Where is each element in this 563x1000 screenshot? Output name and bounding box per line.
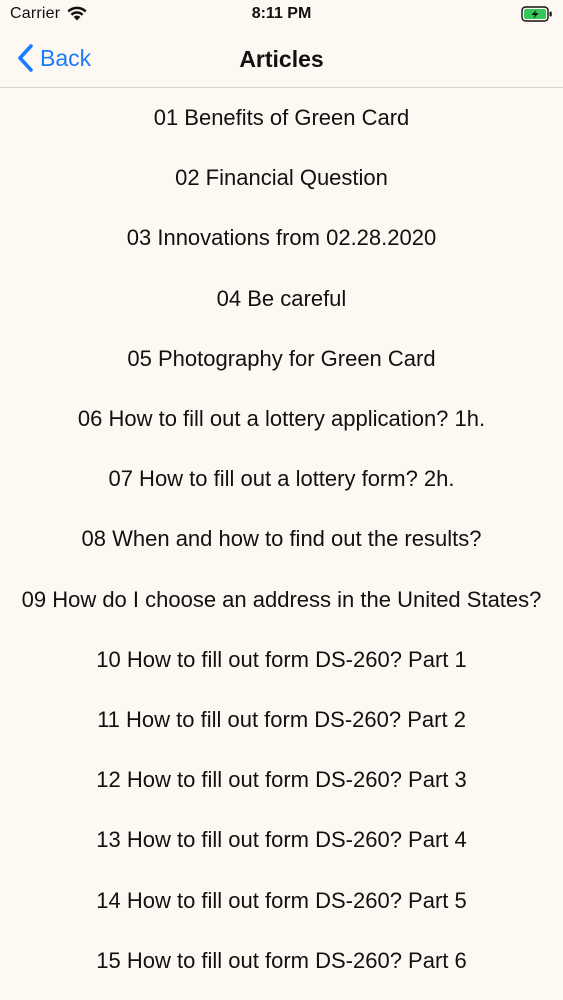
article-item-08[interactable]	[0, 509, 563, 569]
battery-charging-icon	[521, 5, 553, 23]
article-item-03[interactable]	[0, 208, 563, 268]
article-item-06[interactable]	[0, 389, 563, 449]
article-item-14[interactable]	[0, 870, 563, 930]
article-label: 05 Photography for Green Card	[127, 345, 436, 371]
article-item-02[interactable]	[0, 148, 563, 208]
article-label: 15 How to fill out form DS-260? Part 6	[96, 947, 467, 973]
article-item-05[interactable]	[0, 329, 563, 389]
article-item-11[interactable]	[0, 690, 563, 750]
status-time: 8:11 PM	[251, 5, 312, 22]
article-item-01[interactable]	[0, 88, 563, 148]
article-item-13[interactable]	[0, 810, 563, 870]
article-label: 10 How to fill out form DS-260? Part 1	[96, 646, 467, 672]
article-item-09[interactable]	[0, 570, 563, 630]
article-item-15[interactable]	[0, 931, 563, 991]
article-label: 08 When and how to find out the results?	[81, 526, 482, 552]
article-label: 09 How do I choose an address in the United States?	[21, 586, 542, 612]
status-bar	[0, 0, 563, 30]
article-label: 04 Be careful	[216, 285, 347, 311]
page-title: Articles	[239, 46, 324, 72]
article-label: 11 How to fill out form DS-260? Part 2	[97, 706, 466, 732]
article-label: 14 How to fill out form DS-260? Part 5	[96, 887, 467, 913]
article-label: 07 How to fill out a lottery form? 2h.	[108, 466, 455, 492]
article-list	[0, 88, 563, 991]
article-label: 02 Financial Question	[175, 165, 388, 191]
article-label: 01 Benefits of Green Card	[153, 105, 410, 131]
article-label: 03 Innovations from 02.28.2020	[126, 225, 437, 251]
back-label: Back	[40, 44, 92, 71]
article-item-10[interactable]	[0, 630, 563, 690]
article-label: 12 How to fill out form DS-260? Part 3	[96, 767, 467, 793]
article-label: 13 How to fill out form DS-260? Part 4	[96, 827, 467, 853]
article-item-04[interactable]	[0, 269, 563, 329]
article-label: 06 How to fill out a lottery application? 1h.	[77, 406, 486, 432]
article-item-07[interactable]	[0, 449, 563, 509]
article-item-12[interactable]	[0, 750, 563, 810]
navigation-bar	[0, 30, 563, 88]
carrier-label: Carrier	[10, 5, 61, 22]
